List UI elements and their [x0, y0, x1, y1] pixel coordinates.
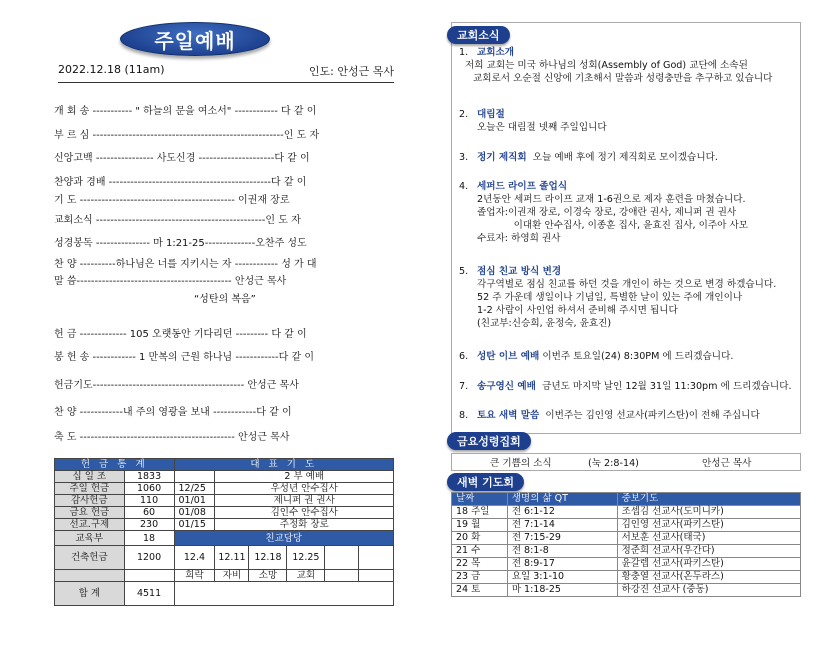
- news-line: 저희 교회는 미국 하나님의 성회(Assembly of God) 교단에 소속된: [465, 60, 748, 71]
- offering-label: 십 일 조: [55, 471, 125, 483]
- empty-cell: [124, 570, 174, 582]
- order-line: 봉 헌 송 ------------ 1 만복의 근원 하나님 ------------다 같 이: [54, 352, 314, 363]
- service-date: 2022.12.18 (11am): [58, 63, 165, 76]
- friday-ref: (눅 2:8-14): [588, 458, 639, 469]
- offering-prayer-table: [54, 458, 394, 606]
- dawn-qt: 요일 3:1-10: [507, 571, 617, 584]
- dawn-intercession: 윤갈렙 선교사(파키스탄): [617, 558, 800, 571]
- order-line: 개 회 송 ----------- " 하늘의 문을 여소서" ------------ 다 같 이: [54, 106, 317, 117]
- news-title: 세퍼드 라이프 졸업식: [477, 181, 568, 192]
- news-line: 수료자: 하영희 권사: [477, 233, 561, 244]
- prayer-name: 2 부 예배: [215, 471, 394, 483]
- prayer-name: 우성년 안수집사: [215, 483, 394, 495]
- offering-label: 금요 헌금: [55, 507, 125, 519]
- prayer-name: 제니퍼 권 권사: [215, 495, 394, 507]
- news-label: 교회소식: [447, 26, 510, 44]
- flowers-name: 교회: [287, 570, 325, 582]
- news-inline: 이번주 토요일(24) 8:30PM 에 드리겠습니다.: [542, 351, 734, 362]
- dawn-day: 23 금: [452, 571, 508, 584]
- offering-label: 선교.구제: [55, 519, 125, 531]
- offering-label: 주일 헌금: [55, 483, 125, 495]
- order-line: 헌 금 ------------- 105 오랫동안 기다리던 --------- 다 같 이: [54, 329, 307, 340]
- news-title: 교회소개: [477, 47, 515, 58]
- news-line: 교회로서 오순절 신앙에 기초해서 말씀과 성령충만을 추구하고 있습니다: [473, 73, 773, 84]
- order-line: 찬 양 ----------하나님은 너를 지키시는 자 ------------ 성 가 대: [54, 259, 317, 270]
- news-num: 3.: [459, 152, 469, 163]
- total-label: 합 계: [55, 582, 125, 606]
- service-info-row: [58, 63, 394, 83]
- offering-amount: 1200: [124, 546, 174, 570]
- prayer-name: 주정화 장로: [215, 519, 394, 531]
- empty-cell: [55, 570, 125, 582]
- news-item: [459, 46, 804, 85]
- dawn-qt: 전 7:15-29: [507, 532, 617, 545]
- prayer-date: 01/15: [174, 519, 215, 531]
- sermon-title: “성탄의 복음”: [194, 294, 256, 305]
- news-title: 점심 친교 방식 변경: [477, 266, 562, 277]
- prayer-date: [174, 471, 215, 483]
- order-line: 부 르 심 -----------------------------------------------------인 도 자: [54, 130, 320, 141]
- news-num: 6.: [459, 351, 469, 362]
- dawn-day: 21 수: [452, 545, 508, 558]
- dawn-header: 날짜: [452, 493, 508, 506]
- prayer-header: 대 표 기 도: [174, 459, 394, 471]
- news-num: 1.: [459, 47, 469, 58]
- news-title: 송구영신 예배: [477, 381, 536, 392]
- empty-cell: [325, 546, 359, 570]
- friday-topic: 큰 기쁨의 소식: [490, 458, 552, 469]
- dawn-prayer-table: [451, 492, 801, 597]
- offering-amount: 110: [124, 495, 174, 507]
- news-item: [459, 151, 804, 164]
- order-line: 기 도 ------------------------------------------- 이권재 장로: [54, 195, 290, 206]
- news-item: [459, 409, 804, 422]
- table-row: [452, 545, 801, 558]
- friday-label: 금요성령집회: [447, 432, 531, 450]
- prayer-date: 01/01: [174, 495, 215, 507]
- dawn-qt: 전 8:1-8: [507, 545, 617, 558]
- news-title: 대림절: [477, 109, 505, 120]
- prayer-name: 김인수 안수집사: [215, 507, 394, 519]
- flowers-header: 친교담당: [174, 531, 394, 546]
- news-line: 각구역별로 점심 친교를 하던 것을 개인이 하는 것으로 변경 하겠습니다.: [477, 279, 777, 290]
- news-line: 2년동안 세퍼드 라이프 교재 1-6권으로 제자 훈련을 마쳤습니다.: [477, 194, 746, 205]
- dawn-intercession: 하강진 선교사 (중동): [617, 584, 800, 597]
- table-row: [452, 558, 801, 571]
- prayer-date: 01/08: [174, 507, 215, 519]
- news-item: [459, 265, 804, 330]
- dawn-qt: 전 8:9-17: [507, 558, 617, 571]
- flowers-name: 희락: [174, 570, 215, 582]
- table-row: [452, 519, 801, 532]
- offering-amount: 1833: [124, 471, 174, 483]
- table-row: [452, 506, 801, 519]
- news-line: 이대환 안수집사, 이종훈 집사, 윤효진 집사, 이주아 사모: [477, 220, 748, 231]
- news-line: 52 주 가운데 생일이나 기념일, 특별한 날이 있는 주에 개인이나: [477, 292, 743, 303]
- empty-cell: [325, 570, 359, 582]
- news-inline: 금년도 마지막 날인 12월 31일 11:30pm 에 드리겠습니다.: [542, 381, 792, 392]
- offering-label: 감사헌금: [55, 495, 125, 507]
- table-row: [452, 571, 801, 584]
- news-num: 5.: [459, 266, 469, 277]
- offering-amount: 18: [124, 531, 174, 546]
- news-num: 4.: [459, 181, 469, 192]
- order-line: 성경봉독 --------------- 마 1:21-25--------------오찬주 성도: [54, 238, 307, 249]
- offering-header: 헌 금 통 계: [55, 459, 175, 471]
- dawn-qt: 전 6:1-12: [507, 506, 617, 519]
- offering-amount: 1060: [124, 483, 174, 495]
- announcements-page: [447, 0, 807, 647]
- order-line: 축 도 ------------------------------------------- 안성근 목사: [54, 432, 290, 443]
- order-line: 찬 양 ------------내 주의 영광을 보내 ------------다 같 이: [54, 407, 292, 418]
- flowers-name: 소망: [249, 570, 287, 582]
- flowers-date: 12.4: [174, 546, 215, 570]
- news-item: [459, 108, 804, 134]
- order-line: 신앙고백 ---------------- 사도신경 ---------------------다 같 이: [54, 153, 310, 164]
- news-item: [459, 180, 804, 245]
- flowers-date: 12.25: [287, 546, 325, 570]
- flowers-date: 12.11: [215, 546, 249, 570]
- order-line: 찬양과 경배 ---------------------------------------------다 같 이: [54, 177, 307, 188]
- offering-label: 교육부: [55, 531, 125, 546]
- dawn-qt: 마 1:18-25: [507, 584, 617, 597]
- dawn-intercession: 조셉김 선교사(도미니카): [617, 506, 800, 519]
- friday-row: [451, 453, 801, 471]
- worship-order-page: [54, 0, 394, 647]
- news-title: 토요 새벽 말씀: [477, 410, 540, 421]
- flowers-name: 자비: [215, 570, 249, 582]
- total-amount: 4511: [124, 582, 174, 606]
- dawn-day: 24 토: [452, 584, 508, 597]
- news-item: [459, 350, 804, 363]
- service-leader: 인도: 안성근 목사: [308, 65, 394, 78]
- table-row: [452, 532, 801, 545]
- offering-amount: 230: [124, 519, 174, 531]
- dawn-day: 20 화: [452, 532, 508, 545]
- empty-cell: [174, 582, 394, 606]
- news-line: 오늘은 대림절 넷째 주일입니다: [477, 122, 607, 133]
- dawn-day: 22 목: [452, 558, 508, 571]
- offering-label: 건축헌금: [55, 546, 125, 570]
- news-inline: 이번주는 김인영 선교사(파키스탄)이 전해 주십니다: [545, 410, 760, 421]
- empty-cell: [359, 570, 394, 582]
- order-line: 말 씀------------------------------------------- 안성근 목사: [54, 276, 287, 287]
- news-inline: 오늘 예배 후에 정기 제직회로 모이겠습니다.: [532, 152, 718, 163]
- news-num: 8.: [459, 410, 469, 421]
- dawn-header: 생명의 삶 QT: [507, 493, 617, 506]
- prayer-date: 12/25: [174, 483, 215, 495]
- dawn-label: 새벽 기도회: [447, 473, 524, 491]
- order-line: 교회소식 -----------------------------------------------인 도 자: [54, 215, 301, 226]
- news-line: 1-2 사람이 사인업 하셔서 준비해 주시면 됩니다: [477, 305, 678, 316]
- news-title: 정기 제직회: [477, 152, 527, 163]
- empty-cell: [359, 546, 394, 570]
- news-line: 졸업자:이권재 장로, 이경숙 장로, 강애란 권사, 제니퍼 권 권사: [477, 207, 737, 218]
- news-title: 성탄 이브 예배: [477, 351, 540, 362]
- news-num: 2.: [459, 109, 469, 120]
- dawn-qt: 전 7:1-14: [507, 519, 617, 532]
- dawn-intercession: 황충열 선교사(온두라스): [617, 571, 800, 584]
- dawn-intercession: 김인영 선교사(파키스탄): [617, 519, 800, 532]
- news-num: 7.: [459, 381, 469, 392]
- table-row: [452, 584, 801, 597]
- news-line: (친교부:신승희, 윤정숙, 윤효진): [477, 318, 612, 329]
- flowers-date: 12.18: [249, 546, 287, 570]
- service-title: 주일예배: [120, 22, 270, 56]
- dawn-day: 19 월: [452, 519, 508, 532]
- dawn-intercession: 정준희 선교사(우간다): [617, 545, 800, 558]
- friday-speaker: 안성근 목사: [702, 458, 752, 469]
- dawn-intercession: 서보훈 선교사(태국): [617, 532, 800, 545]
- dawn-day: 18 주일: [452, 506, 508, 519]
- dawn-header: 중보기도: [617, 493, 800, 506]
- order-line: 헌금기도------------------------------------------ 안성근 목사: [54, 380, 299, 391]
- news-item: [459, 380, 804, 393]
- offering-amount: 60: [124, 507, 174, 519]
